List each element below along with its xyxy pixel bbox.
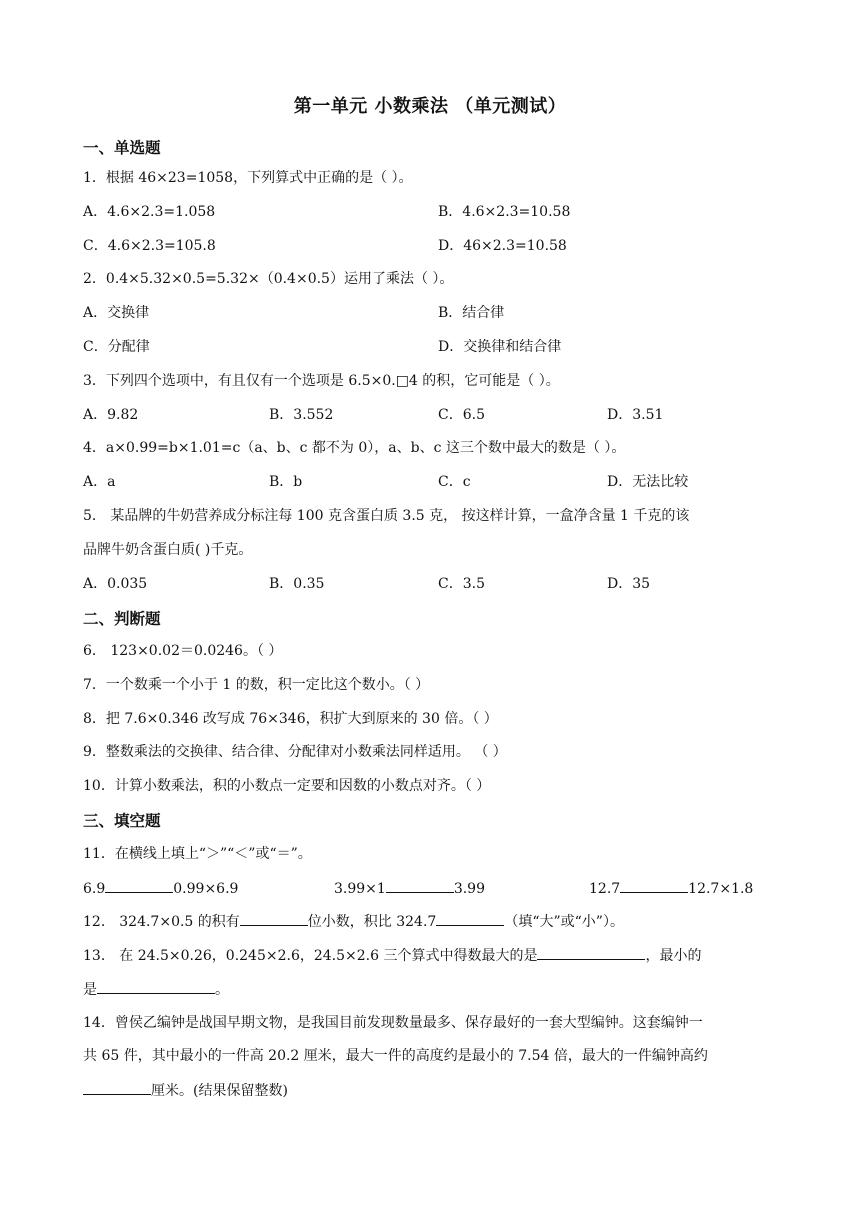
section-heading-single-choice: 一、单选题 [83,139,161,157]
question-5-option-d[interactable]: D．35 [607,576,651,592]
question-11-c-left: 12.7 [589,881,621,897]
question-14-line-1: 14．曾侯乙编钟是战国早期文物，是我国目前发现数量最多、保存最好的一套大型编钟。这套编钟一 [83,1015,703,1031]
question-2-option-d[interactable]: D．交换律和结合律 [438,339,562,355]
question-6: 6． 123×0.02＝0.0246。（ ） [83,643,283,659]
question-13-part-2: ，最小的 [645,948,702,964]
question-11-stem: 11．在横线上填上“＞”“＜”或“＝”。 [83,846,312,862]
question-14-part-3: 厘米。(结果保留整数) [151,1083,288,1099]
question-3-option-d[interactable]: D．3.51 [607,407,664,423]
question-13-part-3: 是 [83,982,97,998]
question-11-item-a [83,878,238,899]
question-12-blank-1[interactable] [240,911,308,926]
question-13-part-4: 。 [215,982,229,998]
question-12-blank-2[interactable] [436,911,504,926]
question-5-option-a[interactable]: A．0.035 [83,576,148,592]
question-14-line-3 [83,1080,288,1101]
question-11-a-left: 6.9 [83,881,106,897]
question-3-stem: 3．下列四个选项中，有且仅有一个选项是 6.5×0.□4 的积，它可能是（ ）。 [83,373,560,389]
question-13-blank-2[interactable] [97,979,215,994]
question-7: 7．一个数乘一个小于 1 的数，积一定比这个数小。（ ） [83,677,430,693]
question-11-c-right: 12.7×1.8 [688,881,754,897]
question-11-b-blank[interactable] [386,878,454,893]
question-5-option-c[interactable]: C．3.5 [438,576,485,592]
question-2-option-c[interactable]: C．分配律 [83,339,150,355]
question-1-option-c[interactable]: C．4.6×2.3=105.8 [83,238,216,254]
question-11-b-right: 3.99 [453,881,485,897]
question-1-option-d[interactable]: D．46×2.3=10.58 [438,238,567,254]
question-1-option-b[interactable]: B．4.6×2.3=10.58 [438,204,571,220]
question-13-blank-1[interactable] [537,945,645,960]
question-13-part-1: 13． 在 24.5×0.26，0.245×2.6，24.5×2.6 三个算式中得数最大的是 [83,948,538,964]
question-12-part-3: （填“大”或“小”）。 [504,914,624,930]
question-5-stem-line-2: 品牌牛奶含蛋白质( )千克。 [83,542,253,558]
question-14-blank[interactable] [83,1080,151,1095]
question-2-option-b[interactable]: B．结合律 [438,305,505,321]
question-1-stem: 1．根据 46×23=1058，下列算式中正确的是（ ）。 [83,170,413,186]
section-heading-fill-blank: 三、填空题 [83,812,161,830]
question-12 [83,911,624,932]
question-13-line-2 [83,979,229,1000]
question-10: 10．计算小数乘法，积的小数点一定要和因数的小数点对齐。（ ） [83,778,491,794]
question-1-option-a[interactable]: A．4.6×2.3=1.058 [83,204,216,220]
question-4-option-b[interactable]: B．b [269,474,303,490]
question-3-option-b[interactable]: B．3.552 [269,407,334,423]
question-11-item-c [589,878,753,899]
question-11-a-blank[interactable] [105,878,173,893]
question-9: 9．整数乘法的交换律、结合律、分配律对小数乘法同样适用。 （ ） [83,744,507,760]
question-12-part-1: 12． 324.7×0.5 的积有 [83,914,240,930]
question-5-stem-line-1: 5． 某品牌的牛奶营养成分标注每 100 克含蛋白质 3.5 克， 按这样计算，一盒净含量 1 千克的该 [83,508,690,524]
question-4-option-a[interactable]: A．a [83,474,116,490]
question-5-option-b[interactable]: B．0.35 [269,576,325,592]
question-13-line-1 [83,945,701,966]
question-4-option-d[interactable]: D．无法比较 [607,474,689,490]
question-11-c-blank[interactable] [620,878,688,893]
page-title: 第一单元 小数乘法 （单元测试） [293,96,567,117]
question-4-stem: 4．a×0.99=b×1.01=c（a、b、c 都不为 0），a、b、c 这三个数中最大的数是（ ）。 [83,440,626,456]
question-11-item-b [334,878,485,899]
question-3-option-a[interactable]: A．9.82 [83,407,139,423]
question-2-option-a[interactable]: A．交换律 [83,305,150,321]
section-heading-true-false: 二、判断题 [83,610,161,628]
question-11-a-right: 0.99×6.9 [173,881,239,897]
question-8: 8．把 7.6×0.346 改写成 76×346，积扩大到原来的 30 倍。（ ） [83,711,498,727]
question-11-b-left: 3.99×1 [334,881,386,897]
question-14-line-2: 共 65 件，其中最小的一件高 20.2 厘米，最大一件的高度约是最小的 7.54 倍，最大的一件编钟高约 [83,1048,708,1064]
question-3-option-c[interactable]: C．6.5 [438,407,485,423]
question-12-part-2: 位小数，积比 324.7 [307,914,437,930]
question-4-option-c[interactable]: C．c [438,474,471,490]
question-2-stem: 2．0.4×5.32×0.5=5.32×（0.4×0.5）运用了乘法（ ）。 [83,271,454,287]
